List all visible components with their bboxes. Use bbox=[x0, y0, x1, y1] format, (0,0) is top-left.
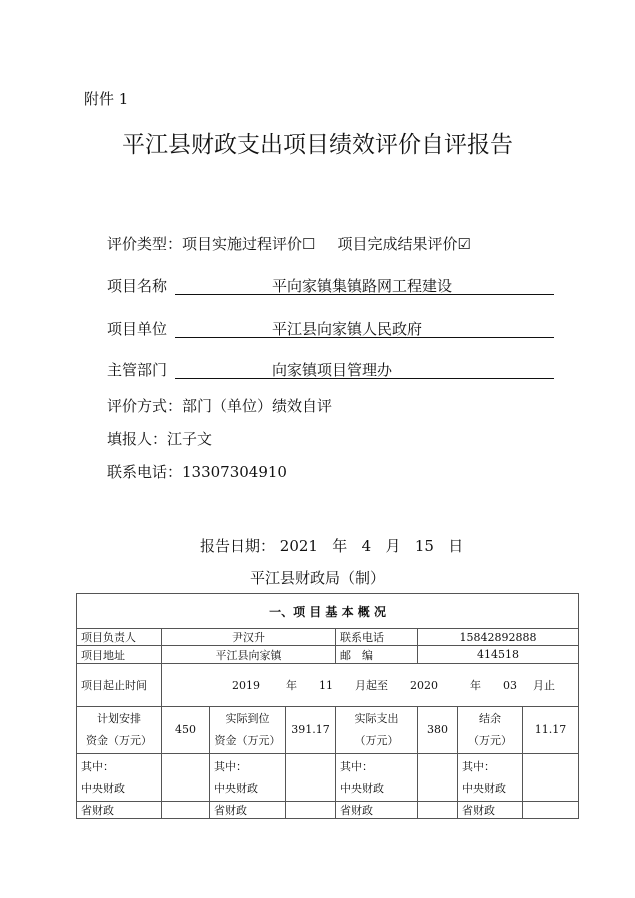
label-line: 实际到位 bbox=[225, 712, 270, 725]
province-label: 省财政 bbox=[336, 802, 418, 819]
end-year: 2020 bbox=[410, 679, 438, 692]
central-label bbox=[210, 754, 286, 802]
field-value: 向家镇项目管理办 bbox=[272, 361, 393, 379]
attachment-label: 附件 1 bbox=[84, 90, 129, 108]
unit: 月 bbox=[385, 537, 401, 555]
plan-value: 450 bbox=[162, 707, 210, 754]
label-line: （万元） bbox=[468, 734, 512, 747]
empty-cell bbox=[162, 754, 210, 802]
eval-type bbox=[107, 233, 471, 254]
end-month: 03 bbox=[503, 679, 517, 692]
label-line: 计划安排 bbox=[97, 712, 141, 725]
leader-label: 项目负责人 bbox=[77, 629, 162, 646]
date-label: 报告日期： bbox=[200, 537, 276, 555]
empty-cell bbox=[523, 802, 579, 819]
addr-label: 项目地址 bbox=[77, 646, 162, 664]
contact-phone: 联系电话：13307304910 bbox=[107, 463, 287, 481]
label-line: 中央财政 bbox=[81, 781, 125, 795]
plan-label bbox=[77, 707, 162, 754]
unit: 年 bbox=[286, 679, 297, 692]
label-line: 资金（万元） bbox=[86, 734, 152, 747]
central-label bbox=[77, 754, 162, 802]
label-line: 结余 bbox=[479, 712, 501, 725]
province-label: 省财政 bbox=[77, 802, 162, 819]
central-label bbox=[458, 754, 523, 802]
empty-cell bbox=[286, 802, 336, 819]
label-line: 其中： bbox=[340, 759, 373, 773]
arrive-value: 391.17 bbox=[286, 707, 336, 754]
issuer: 平江县财政局（制） bbox=[249, 569, 385, 587]
zip-label: 邮 编 bbox=[336, 646, 418, 664]
empty-cell bbox=[418, 754, 458, 802]
label-line: 实际支出 bbox=[354, 712, 399, 725]
spend-label bbox=[336, 707, 418, 754]
project-name-field bbox=[107, 275, 554, 297]
table-title: 一、项 目 基 本 概 况 bbox=[77, 594, 579, 629]
tel-value: 15842892888 bbox=[418, 629, 579, 646]
page-title: 平江县财政支出项目绩效评价自评报告 bbox=[122, 132, 513, 158]
eval-type-label: 评价类型： bbox=[107, 235, 183, 253]
date-month: 4 bbox=[361, 537, 372, 555]
empty-cell bbox=[162, 802, 210, 819]
unit: 月起至 bbox=[355, 679, 388, 692]
start-year: 2019 bbox=[232, 679, 260, 692]
province-label: 省财政 bbox=[458, 802, 523, 819]
arrive-label bbox=[210, 707, 286, 754]
start-month: 11 bbox=[319, 679, 333, 692]
label-line: 其中： bbox=[81, 759, 114, 773]
period-value bbox=[162, 664, 579, 707]
department-field bbox=[107, 359, 554, 381]
date-day: 15 bbox=[414, 537, 434, 555]
process-checkbox[interactable]: ☐ bbox=[302, 235, 316, 253]
addr-value: 平江县向家镇 bbox=[162, 646, 336, 664]
unit: 年 bbox=[470, 679, 481, 692]
unit: 年 bbox=[332, 537, 348, 555]
label-line: 中央财政 bbox=[214, 781, 258, 795]
central-label bbox=[336, 754, 418, 802]
field-value: 平江县向家镇人民政府 bbox=[272, 320, 423, 338]
date-year: 2021 bbox=[279, 537, 318, 555]
label-line: 资金（万元） bbox=[214, 734, 281, 747]
empty-cell bbox=[418, 802, 458, 819]
result-checkbox[interactable]: ☑ bbox=[457, 235, 471, 253]
spend-value: 380 bbox=[418, 707, 458, 754]
province-label: 省财政 bbox=[210, 802, 286, 819]
period-label: 项目起止时间 bbox=[77, 664, 162, 707]
report-date bbox=[200, 535, 463, 556]
tel-label: 联系电话 bbox=[336, 629, 418, 646]
option-process-label: 项目实施过程评价 bbox=[182, 235, 303, 253]
balance-value: 11.17 bbox=[523, 707, 579, 754]
label-line: 中央财政 bbox=[462, 781, 506, 795]
unit: 月止 bbox=[533, 679, 555, 692]
field-label: 项目名称 bbox=[107, 277, 168, 295]
eval-method: 评价方式：部门（单位）绩效自评 bbox=[107, 397, 333, 415]
empty-cell bbox=[286, 754, 336, 802]
unit: 日 bbox=[448, 537, 464, 555]
zip-value: 414518 bbox=[418, 646, 579, 664]
field-label: 主管部门 bbox=[107, 361, 168, 379]
label-line: 其中： bbox=[214, 759, 247, 773]
project-overview-table bbox=[76, 593, 579, 819]
label-line: （万元） bbox=[354, 734, 399, 747]
project-unit-field bbox=[107, 318, 554, 340]
filler: 填报人：江子文 bbox=[107, 430, 213, 448]
leader-value: 尹汉升 bbox=[162, 629, 336, 646]
option-result-label: 项目完成结果评价 bbox=[337, 235, 458, 253]
balance-label bbox=[458, 707, 523, 754]
field-value: 平向家镇集镇路网工程建设 bbox=[272, 277, 453, 295]
empty-cell bbox=[523, 754, 579, 802]
field-label: 项目单位 bbox=[107, 320, 168, 338]
label-line: 其中： bbox=[462, 759, 495, 773]
label-line: 中央财政 bbox=[340, 781, 384, 795]
